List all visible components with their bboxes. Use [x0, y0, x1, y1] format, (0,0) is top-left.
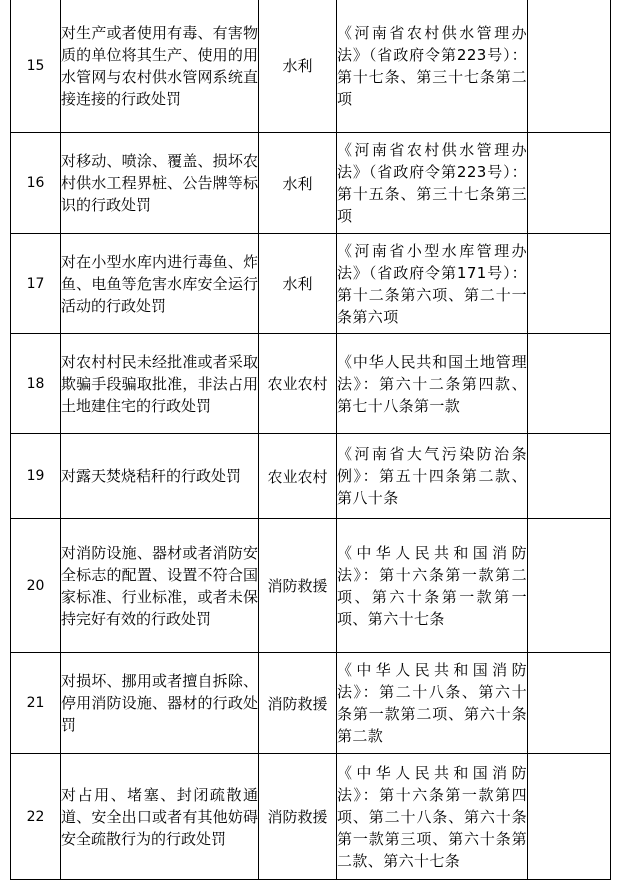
row-number-cell: 16	[11, 133, 61, 234]
remarks-cell	[528, 434, 611, 519]
department-cell: 水利	[259, 234, 337, 334]
table-row	[11, 133, 611, 234]
table-row	[11, 519, 611, 653]
legal-basis-cell: 《河南省农村供水管理办法》（省政府令第223号）：第十五条、第三十七条第三项	[337, 133, 528, 234]
legal-basis-cell: 《中华人民共和国消防法》：第二十八条、第六十条第一款第二项、第六十条第二款	[337, 653, 528, 754]
row-number-cell: 19	[11, 434, 61, 519]
remarks-cell	[528, 234, 611, 334]
table-row	[11, 754, 611, 880]
penalty-item-cell: 对移动、喷涂、覆盖、损坏农村供水工程界桩、公告牌等标识的行政处罚	[61, 133, 259, 234]
row-number-cell: 20	[11, 519, 61, 653]
row-number-cell: 22	[11, 754, 61, 880]
remarks-cell	[528, 0, 611, 133]
table-row	[11, 234, 611, 334]
penalty-item-cell: 对在小型水库内进行毒鱼、炸鱼、电鱼等危害水库安全运行活动的行政处罚	[61, 234, 259, 334]
table-row	[11, 434, 611, 519]
remarks-cell	[528, 334, 611, 434]
row-number-cell: 17	[11, 234, 61, 334]
legal-basis-cell: 《中华人民共和国消防法》：第十六条第一款第二项、第六十条第一款第一项、第六十七条	[337, 519, 528, 653]
table-row	[11, 334, 611, 434]
penalty-item-cell: 对占用、堵塞、封闭疏散通道、安全出口或者有其他妨碍安全疏散行为的行政处罚	[61, 754, 259, 880]
penalty-items-table	[10, 0, 611, 880]
legal-basis-cell: 《河南省大气污染防治条例》：第五十四条第二款、第八十条	[337, 434, 528, 519]
legal-basis-cell: 《河南省农村供水管理办法》（省政府令第223号）：第十七条、第三十七条第二项	[337, 0, 528, 133]
remarks-cell	[528, 133, 611, 234]
department-cell: 农业农村	[259, 334, 337, 434]
remarks-cell	[528, 519, 611, 653]
legal-basis-cell: 《河南省小型水库管理办法》（省政府令第171号）：第十二条第六项、第二十一条第六项	[337, 234, 528, 334]
row-number-cell: 21	[11, 653, 61, 754]
remarks-cell	[528, 653, 611, 754]
table-row	[11, 653, 611, 754]
penalty-item-cell: 对农村村民未经批准或者采取欺骗手段骗取批准，非法占用土地建住宅的行政处罚	[61, 334, 259, 434]
penalty-item-cell: 对生产或者使用有毒、有害物质的单位将其生产、使用的用水管网与农村供水管网系统直接连接的行政处罚	[61, 0, 259, 133]
department-cell: 消防救援	[259, 653, 337, 754]
department-cell: 消防救援	[259, 754, 337, 880]
department-cell: 消防救援	[259, 519, 337, 653]
row-number-cell: 18	[11, 334, 61, 434]
remarks-cell	[528, 754, 611, 880]
legal-basis-cell: 《中华人民共和国消防法》：第十六条第一款第四项、第二十八条、第六十条第一款第三项、第六十条第二款、第六十七条	[337, 754, 528, 880]
penalty-item-cell: 对消防设施、器材或者消防安全标志的配置、设置不符合国家标准、行业标准，或者未保持完好有效的行政处罚	[61, 519, 259, 653]
legal-basis-cell: 《中华人民共和国土地管理法》：第六十二条第四款、第七十八条第一款	[337, 334, 528, 434]
penalty-item-cell: 对损坏、挪用或者擅自拆除、停用消防设施、器材的行政处罚	[61, 653, 259, 754]
row-number-cell: 15	[11, 0, 61, 133]
department-cell: 农业农村	[259, 434, 337, 519]
department-cell: 水利	[259, 133, 337, 234]
table-row	[11, 0, 611, 133]
department-cell: 水利	[259, 0, 337, 133]
penalty-item-cell: 对露天焚烧秸秆的行政处罚	[61, 434, 259, 519]
